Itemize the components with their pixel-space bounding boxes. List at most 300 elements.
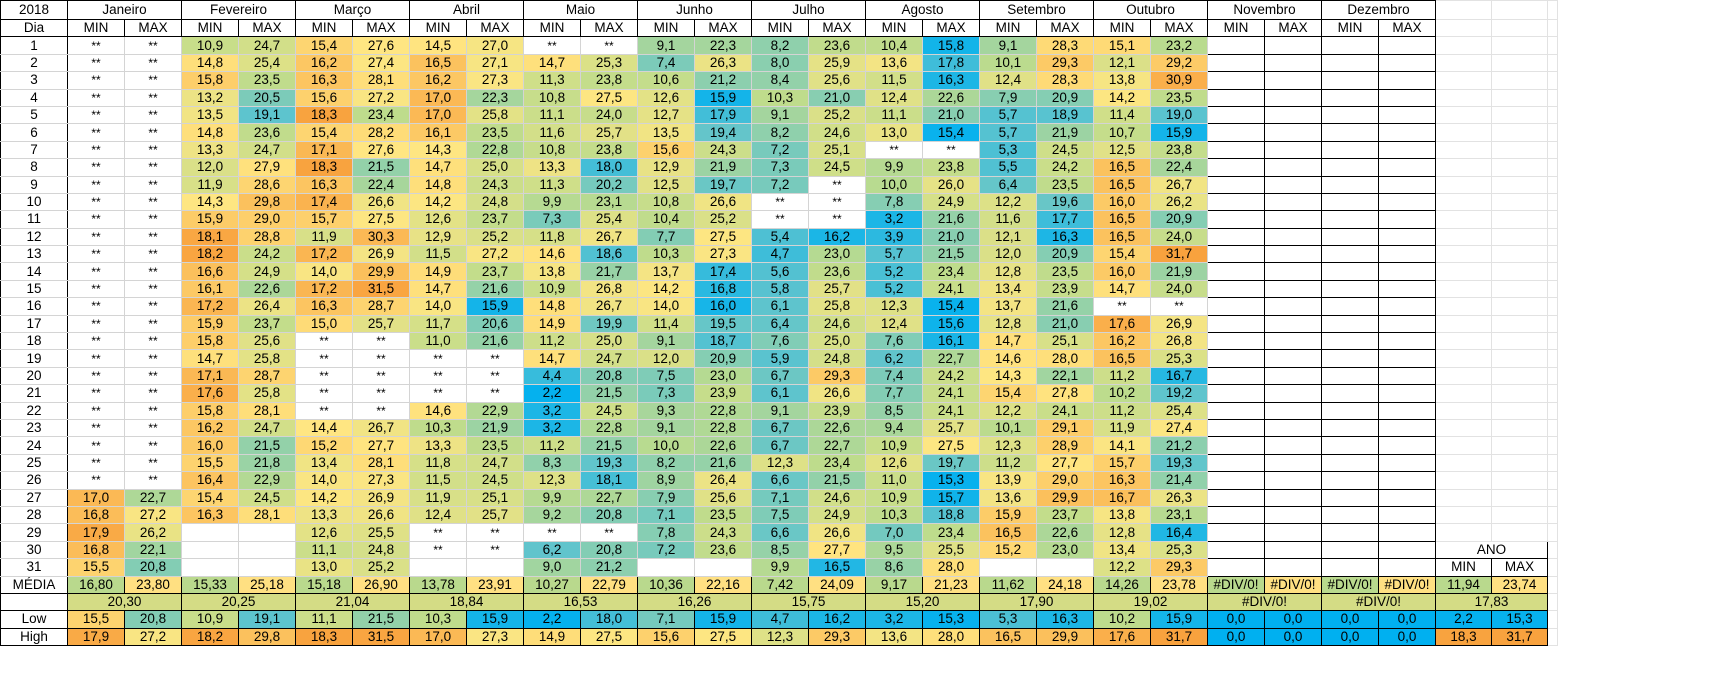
media-max[interactable]: 21,23 [923,576,980,593]
cell-max[interactable]: 29,0 [1037,472,1094,489]
cell-max[interactable]: 19,6 [1037,193,1094,210]
low-max[interactable]: 15,9 [1151,611,1208,628]
day-number[interactable]: 10 [1,193,68,210]
cell-max[interactable]: 24,6 [809,315,866,332]
cell-max[interactable]: 24,8 [353,541,410,558]
cell-min[interactable]: 5,4 [752,228,809,245]
high-max[interactable]: 31,7 [1151,628,1208,645]
low-max[interactable]: 20,8 [125,611,182,628]
day-number[interactable]: 26 [1,472,68,489]
cell-min[interactable] [1208,228,1265,245]
cell-max[interactable]: 19,4 [695,124,752,141]
cell-min[interactable]: 5,3 [980,141,1037,158]
cell-min[interactable] [182,524,239,541]
cell-min[interactable]: 9,9 [752,559,809,576]
month-header-7[interactable]: Julho [752,1,866,20]
year-cell[interactable]: 2018 [1,1,68,20]
media-min[interactable]: 9,17 [866,576,923,593]
cell-min[interactable]: ** [68,419,125,436]
cell-max[interactable]: 26,3 [695,54,752,71]
media-min[interactable]: 15,18 [296,576,353,593]
cell-max[interactable]: ** [809,211,866,228]
day-number[interactable]: 1 [1,37,68,54]
cell-min[interactable]: 8,2 [638,454,695,471]
cell-max[interactable] [239,524,296,541]
cell-min[interactable] [1208,159,1265,176]
cell-max[interactable]: 22,4 [353,176,410,193]
cell-min[interactable]: 7,0 [866,524,923,541]
cell-max[interactable] [1265,141,1322,158]
day-number[interactable]: 23 [1,419,68,436]
cell-min[interactable] [1208,72,1265,89]
cell-max[interactable]: 24,7 [581,350,638,367]
cell-min[interactable]: 11,9 [182,176,239,193]
blank-cell[interactable] [1492,72,1548,89]
cell-min[interactable]: 13,3 [296,506,353,523]
cell-min[interactable] [1208,193,1265,210]
month-average[interactable]: 15,75 [752,593,866,610]
low-max[interactable]: 21,5 [353,611,410,628]
cell-min[interactable]: 8,5 [866,402,923,419]
cell-min[interactable] [1208,106,1265,123]
cell-max[interactable]: 16,0 [695,298,752,315]
cell-max[interactable]: 24,3 [695,524,752,541]
cell-max[interactable]: 23,5 [239,72,296,89]
cell-max[interactable]: 22,9 [467,402,524,419]
cell-max[interactable]: 15,9 [695,89,752,106]
cell-max[interactable]: ** [125,367,182,384]
cell-min[interactable]: 15,6 [638,141,695,158]
cell-min[interactable]: 5,5 [980,159,1037,176]
blank-cell[interactable] [1436,176,1492,193]
cell-max[interactable]: 29,3 [1037,54,1094,71]
cell-min[interactable] [182,559,239,576]
cell-max[interactable]: 23,0 [695,367,752,384]
cell-max[interactable]: 23,8 [1151,141,1208,158]
cell-max[interactable]: ** [125,193,182,210]
cell-min[interactable]: ** [296,333,353,350]
low-min[interactable]: 3,2 [866,611,923,628]
high-min[interactable]: 13,6 [866,628,923,645]
cell-max[interactable]: 24,3 [695,141,752,158]
cell-min[interactable]: ** [410,350,467,367]
cell-max[interactable]: 25,9 [809,54,866,71]
cell-max[interactable] [1379,385,1436,402]
blank-cell[interactable] [1436,37,1492,54]
cell-min[interactable] [1208,541,1265,558]
cell-max[interactable] [1265,333,1322,350]
cell-min[interactable]: 7,8 [866,193,923,210]
cell-max[interactable]: 18,9 [1037,106,1094,123]
cell-max[interactable]: 29,0 [239,211,296,228]
ano-max-header[interactable]: MAX [1492,559,1548,576]
cell-min[interactable]: 3,9 [866,228,923,245]
cell-max[interactable]: 21,2 [581,559,638,576]
cell-max[interactable]: 29,3 [1151,559,1208,576]
low-min[interactable]: 7,1 [638,611,695,628]
day-number[interactable]: 13 [1,246,68,263]
high-max[interactable]: 29,8 [239,628,296,645]
cell-max[interactable] [1379,333,1436,350]
blank-cell[interactable] [1436,402,1492,419]
cell-min[interactable] [1322,228,1379,245]
cell-min[interactable]: ** [68,263,125,280]
cell-max[interactable]: 26,2 [125,524,182,541]
cell-min[interactable]: 13,8 [1094,72,1151,89]
cell-min[interactable]: 15,8 [182,333,239,350]
cell-min[interactable]: 13,0 [296,559,353,576]
cell-min[interactable]: 15,0 [296,315,353,332]
cell-min[interactable]: 14,9 [524,315,581,332]
month-header-5[interactable]: Maio [524,1,638,20]
cell-min[interactable] [1322,193,1379,210]
cell-max[interactable]: ** [125,106,182,123]
day-number[interactable]: 22 [1,402,68,419]
cell-min[interactable]: 10,8 [524,141,581,158]
cell-min[interactable]: 11,3 [524,176,581,193]
blank-cell[interactable] [1436,315,1492,332]
cell-min[interactable]: 16,3 [296,176,353,193]
media-max[interactable]: 24,09 [809,576,866,593]
cell-max[interactable] [1265,541,1322,558]
cell-max[interactable] [467,559,524,576]
cell-max[interactable]: 24,5 [1037,141,1094,158]
blank-cell[interactable] [1436,437,1492,454]
cell-min[interactable]: 9,5 [866,541,923,558]
cell-max[interactable] [1265,124,1322,141]
cell-max[interactable]: 22,9 [239,472,296,489]
cell-max[interactable] [1265,367,1322,384]
cell-min[interactable]: 3,2 [524,419,581,436]
cell-max[interactable]: 23,5 [1037,263,1094,280]
cell-min[interactable]: ** [68,350,125,367]
cell-min[interactable]: 17,2 [296,246,353,263]
low-min[interactable]: 0,0 [1208,611,1265,628]
blank-cell[interactable] [1492,54,1548,71]
cell-max[interactable]: 20,9 [1151,211,1208,228]
blank-cell[interactable] [1548,367,1558,384]
cell-min[interactable] [1322,298,1379,315]
cell-min[interactable]: 10,6 [638,72,695,89]
cell-min[interactable]: ** [296,367,353,384]
cell-max[interactable]: 17,9 [695,106,752,123]
cell-min[interactable]: 17,9 [68,524,125,541]
blank-cell[interactable] [1492,385,1548,402]
month-header-3[interactable]: Março [296,1,410,20]
cell-min[interactable]: 12,4 [866,89,923,106]
blank-cell[interactable] [1492,454,1548,471]
day-number[interactable]: 12 [1,228,68,245]
low-label[interactable]: Low [1,611,68,628]
cell-min[interactable]: 11,0 [866,472,923,489]
cell-min[interactable]: 14,2 [638,280,695,297]
media-min[interactable]: 10,36 [638,576,695,593]
cell-min[interactable]: 14,8 [410,176,467,193]
cell-max[interactable] [1265,506,1322,523]
cell-max[interactable]: 27,8 [1037,385,1094,402]
cell-max[interactable]: 23,4 [353,106,410,123]
blank-cell[interactable] [1492,298,1548,315]
low-min[interactable]: 10,3 [410,611,467,628]
high-max[interactable]: 27,2 [125,628,182,645]
cell-max[interactable]: 28,0 [923,559,980,576]
cell-min[interactable] [1208,402,1265,419]
blank-cell[interactable] [1548,541,1558,558]
cell-min[interactable]: 12,2 [1094,559,1151,576]
cell-max[interactable]: 22,7 [809,437,866,454]
cell-max[interactable]: 25,1 [809,141,866,158]
blank-cell[interactable] [1436,298,1492,315]
cell-max[interactable]: 21,0 [923,106,980,123]
cell-max[interactable]: ** [125,228,182,245]
cell-min[interactable] [1322,280,1379,297]
cell-max[interactable]: 18,0 [581,159,638,176]
cell-min[interactable]: ** [68,298,125,315]
cell-min[interactable] [1322,124,1379,141]
media-min[interactable]: 10,27 [524,576,581,593]
cell-max[interactable]: 15,7 [923,489,980,506]
cell-max[interactable]: 21,5 [809,472,866,489]
cell-min[interactable]: 16,5 [1094,176,1151,193]
min-header[interactable]: MIN [866,20,923,37]
cell-max[interactable]: 23,0 [809,246,866,263]
cell-max[interactable]: 21,5 [581,437,638,454]
cell-max[interactable]: 28,2 [353,124,410,141]
cell-min[interactable] [1322,454,1379,471]
cell-min[interactable]: 7,3 [638,385,695,402]
cell-min[interactable]: 12,1 [1094,54,1151,71]
cell-max[interactable]: 21,5 [239,437,296,454]
day-number[interactable]: 27 [1,489,68,506]
cell-max[interactable]: 21,2 [695,72,752,89]
cell-min[interactable]: 12,9 [410,228,467,245]
cell-min[interactable]: 14,9 [410,263,467,280]
cell-min[interactable]: 12,4 [866,315,923,332]
cell-min[interactable]: 11,4 [1094,106,1151,123]
cell-min[interactable]: ** [68,37,125,54]
cell-max[interactable]: 21,0 [923,228,980,245]
cell-max[interactable]: 23,7 [239,315,296,332]
cell-max[interactable]: 23,0 [1037,541,1094,558]
cell-max[interactable]: 21,6 [467,280,524,297]
cell-max[interactable]: 27,4 [1151,419,1208,436]
cell-min[interactable]: 16,1 [182,280,239,297]
cell-max[interactable] [1265,106,1322,123]
cell-max[interactable]: 29,1 [1037,419,1094,436]
cell-max[interactable]: 28,0 [1037,350,1094,367]
cell-min[interactable]: 14,4 [296,419,353,436]
cell-min[interactable] [1322,141,1379,158]
cell-min[interactable]: ** [68,228,125,245]
day-number[interactable]: 31 [1,559,68,576]
cell-min[interactable]: 11,2 [524,333,581,350]
cell-min[interactable]: ** [68,106,125,123]
cell-min[interactable] [1208,141,1265,158]
cell-min[interactable]: 13,7 [638,263,695,280]
cell-min[interactable] [1208,54,1265,71]
min-header[interactable]: MIN [410,20,467,37]
cell-min[interactable] [1208,367,1265,384]
cell-min[interactable]: 4,4 [524,367,581,384]
cell-min[interactable] [1322,367,1379,384]
low-max[interactable]: 18,0 [581,611,638,628]
month-header-6[interactable]: Junho [638,1,752,20]
cell-min[interactable]: 7,6 [752,333,809,350]
high-min[interactable]: 17,9 [68,628,125,645]
cell-min[interactable]: 15,7 [296,211,353,228]
cell-max[interactable]: ** [353,333,410,350]
cell-max[interactable]: 26,3 [1151,489,1208,506]
cell-max[interactable] [1265,489,1322,506]
cell-min[interactable]: 9,0 [524,559,581,576]
blank-cell[interactable] [1436,141,1492,158]
cell-max[interactable]: 23,6 [809,263,866,280]
cell-max[interactable]: 19,9 [581,315,638,332]
day-number[interactable]: 20 [1,367,68,384]
min-header[interactable]: MIN [638,20,695,37]
cell-max[interactable]: 19,7 [695,176,752,193]
cell-min[interactable]: 8,6 [866,559,923,576]
cell-min[interactable]: 12,6 [296,524,353,541]
cell-min[interactable]: ** [68,437,125,454]
blank-cell[interactable] [1548,193,1558,210]
cell-min[interactable]: 12,2 [980,402,1037,419]
cell-min[interactable]: 15,4 [182,489,239,506]
cell-max[interactable]: 24,0 [581,106,638,123]
low-max[interactable]: 16,2 [809,611,866,628]
blank-cell[interactable] [1548,437,1558,454]
blank-cell[interactable] [1436,54,1492,71]
cell-min[interactable]: 11,2 [524,437,581,454]
cell-min[interactable]: 13,7 [980,298,1037,315]
cell-max[interactable]: 21,7 [581,263,638,280]
cell-max[interactable] [1265,263,1322,280]
cell-max[interactable]: 22,7 [923,350,980,367]
cell-max[interactable] [1379,559,1436,576]
low-max[interactable]: 16,3 [1037,611,1094,628]
cell-max[interactable]: 30,9 [1151,72,1208,89]
cell-min[interactable]: 9,1 [980,37,1037,54]
cell-max[interactable]: 25,3 [1151,541,1208,558]
cell-max[interactable]: 24,2 [1037,159,1094,176]
day-number[interactable]: 29 [1,524,68,541]
cell-max[interactable]: 26,7 [353,419,410,436]
cell-max[interactable]: ** [125,437,182,454]
cell-min[interactable]: 15,8 [182,72,239,89]
high-min[interactable]: 18,3 [296,628,353,645]
cell-max[interactable]: 22,6 [239,280,296,297]
cell-max[interactable]: 26,9 [1151,315,1208,332]
min-header[interactable]: MIN [1322,20,1379,37]
blank-cell[interactable] [1548,489,1558,506]
cell-max[interactable]: 27,7 [1037,454,1094,471]
cell-max[interactable]: 22,7 [125,489,182,506]
cell-min[interactable]: 17,4 [296,193,353,210]
day-number[interactable]: 4 [1,89,68,106]
cell-max[interactable]: 25,8 [239,350,296,367]
cell-max[interactable]: 24,9 [923,193,980,210]
cell-min[interactable]: ** [68,159,125,176]
cell-max[interactable] [1265,402,1322,419]
cell-max[interactable]: 21,5 [923,246,980,263]
cell-min[interactable]: 13,3 [524,159,581,176]
max-header[interactable]: MAX [239,20,296,37]
cell-max[interactable]: 24,3 [467,176,524,193]
cell-max[interactable] [1379,106,1436,123]
cell-min[interactable]: 12,8 [980,263,1037,280]
blank-cell[interactable] [1436,246,1492,263]
cell-min[interactable] [1208,506,1265,523]
blank-cell[interactable] [1548,246,1558,263]
media-max[interactable]: #DIV/0! [1265,576,1322,593]
month-average[interactable]: 16,26 [638,593,752,610]
cell-max[interactable]: 26,6 [353,193,410,210]
ano-low-min[interactable]: 2,2 [1436,611,1492,628]
blank-cell[interactable] [1436,72,1492,89]
cell-max[interactable] [1265,454,1322,471]
cell-min[interactable]: 16,5 [1094,350,1151,367]
cell-min[interactable]: ** [68,385,125,402]
cell-min[interactable]: 11,6 [524,124,581,141]
cell-max[interactable] [1265,89,1322,106]
high-max[interactable]: 29,3 [809,628,866,645]
cell-min[interactable] [1208,298,1265,315]
cell-min[interactable]: 12,0 [980,246,1037,263]
cell-min[interactable]: 16,4 [182,472,239,489]
cell-max[interactable] [1265,246,1322,263]
cell-min[interactable]: 14,7 [410,159,467,176]
cell-max[interactable]: 26,7 [581,298,638,315]
cell-max[interactable]: 24,1 [1037,402,1094,419]
cell-max[interactable]: ** [581,524,638,541]
cell-max[interactable]: 27,6 [353,141,410,158]
cell-min[interactable] [410,559,467,576]
cell-max[interactable]: 22,8 [581,419,638,436]
cell-min[interactable]: 11,5 [410,246,467,263]
cell-max[interactable]: 22,3 [467,89,524,106]
blank-cell[interactable] [1436,124,1492,141]
cell-max[interactable]: 21,0 [809,89,866,106]
cell-max[interactable]: ** [125,419,182,436]
cell-max[interactable]: 18,8 [923,506,980,523]
cell-max[interactable] [239,559,296,576]
cell-max[interactable]: 21,6 [1037,298,1094,315]
cell-min[interactable]: 6,2 [866,350,923,367]
cell-max[interactable] [1265,228,1322,245]
blank-cell[interactable] [1492,228,1548,245]
cell-max[interactable]: 22,8 [695,419,752,436]
cell-min[interactable]: 14,7 [410,280,467,297]
cell-min[interactable]: 10,1 [980,419,1037,436]
blank-cell[interactable] [1492,280,1548,297]
cell-min[interactable]: 12,9 [638,159,695,176]
day-number[interactable]: 11 [1,211,68,228]
cell-min[interactable]: 5,7 [980,124,1037,141]
media-max[interactable]: 22,16 [695,576,752,593]
ano-high-max[interactable]: 31,7 [1492,628,1548,645]
cell-max[interactable] [1379,37,1436,54]
cell-min[interactable]: 9,9 [866,159,923,176]
cell-min[interactable]: ** [752,193,809,210]
cell-min[interactable]: 11,1 [296,541,353,558]
blank-cell[interactable] [1436,1,1492,20]
cell-max[interactable]: 25,8 [467,106,524,123]
day-number[interactable]: 5 [1,106,68,123]
blank-cell[interactable] [1492,124,1548,141]
cell-max[interactable]: 23,1 [581,193,638,210]
cell-max[interactable]: 31,5 [353,280,410,297]
cell-max[interactable]: 23,7 [467,263,524,280]
